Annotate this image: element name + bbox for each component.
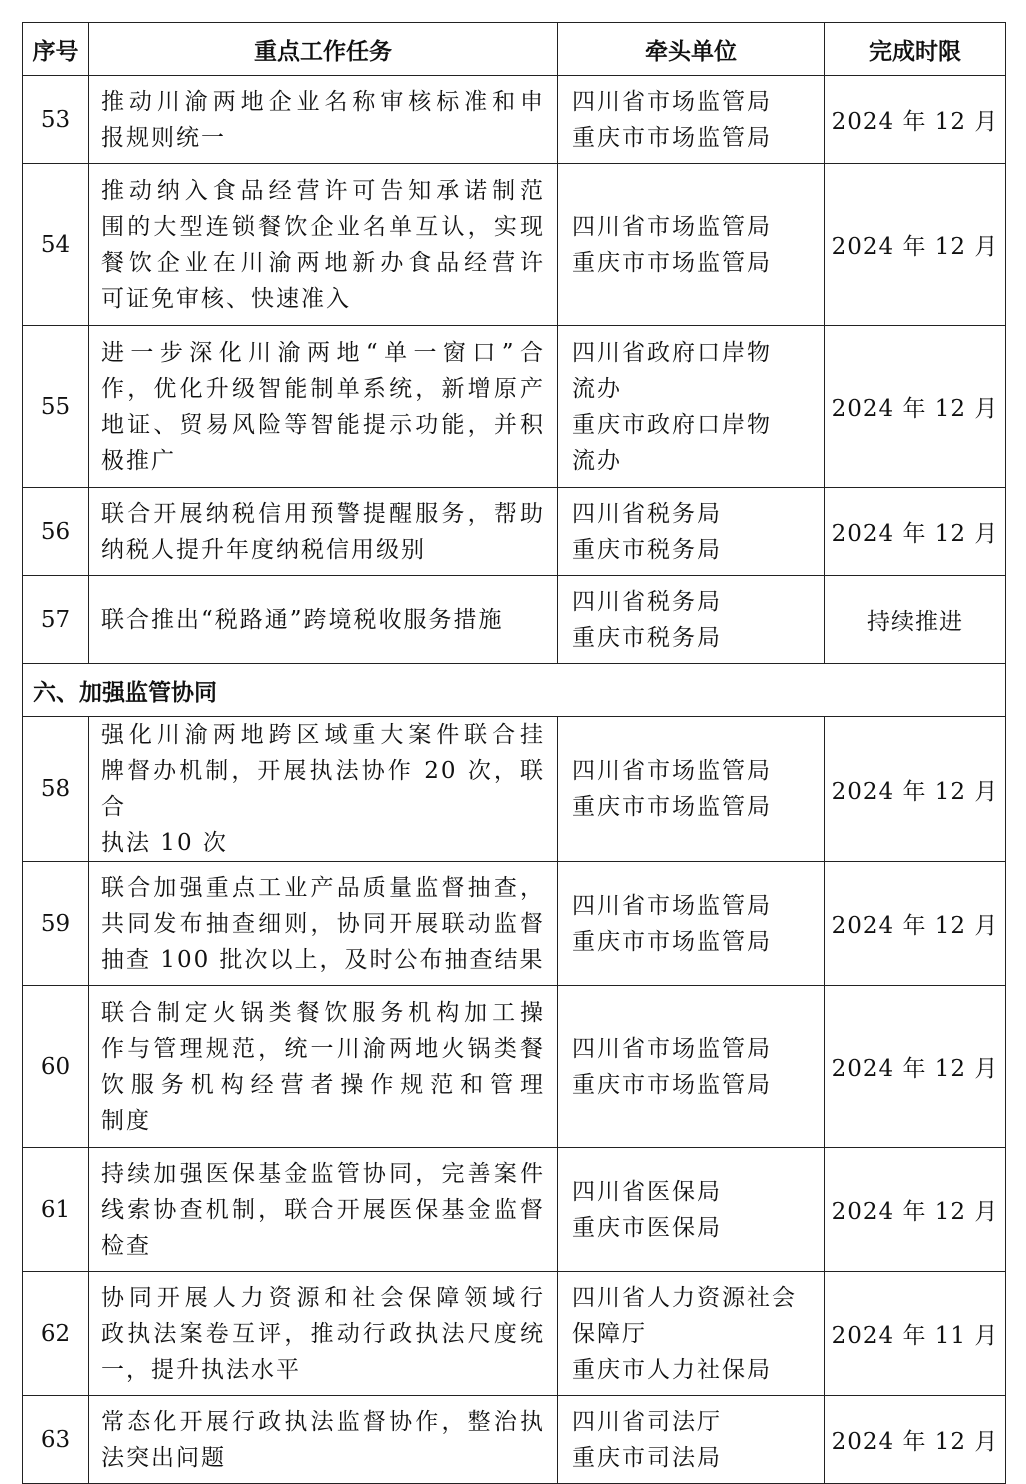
unit-line: 重庆市市场监管局 — [572, 249, 772, 276]
unit-line: 四川省人力资源社会 — [572, 1284, 797, 1311]
task-line: 报规则统一 — [101, 124, 226, 151]
header-task: 重点工作任务 — [89, 23, 558, 76]
header-seq: 序号 — [23, 23, 89, 76]
table-row — [23, 576, 1006, 664]
table-row — [23, 488, 1006, 576]
task-line: 协同开展人力资源和社会保障领域行 — [101, 1284, 545, 1311]
deadline: 持续推进 — [825, 576, 1006, 664]
lead-unit — [558, 164, 825, 326]
task-description — [89, 1272, 558, 1396]
task-line: 联合制定火锅类餐饮服务机构加工操 — [101, 999, 545, 1026]
task-line: 联合推出“税路通”跨境税收服务措施 — [101, 606, 504, 633]
unit-line: 重庆市司法局 — [572, 1444, 722, 1471]
table-body-a — [23, 76, 1006, 664]
table-body-b — [23, 717, 1006, 1484]
unit-line: 四川省税务局 — [572, 500, 722, 527]
task-line: 牌督办机制，开展执法协作 20 次，联合 — [101, 758, 545, 820]
task-line: 强化川渝两地跨区域重大案件联合挂 — [101, 722, 545, 748]
unit-line: 重庆市医保局 — [572, 1214, 722, 1241]
unit-line: 重庆市政府口岸物 — [572, 411, 772, 438]
task-description — [89, 862, 558, 986]
task-description — [89, 576, 558, 664]
unit-line: 重庆市人力社保局 — [572, 1356, 772, 1383]
row-number: 58 — [23, 717, 89, 862]
task-description — [89, 986, 558, 1148]
unit-line: 保障厅 — [572, 1320, 647, 1347]
header-unit: 牵头单位 — [558, 23, 825, 76]
unit-line: 四川省税务局 — [572, 588, 722, 615]
table-row — [23, 326, 1006, 488]
lead-unit — [558, 862, 825, 986]
row-number: 62 — [23, 1272, 89, 1396]
section-title: 六、加强监管协同 — [23, 664, 1006, 717]
unit-line: 四川省市场监管局 — [572, 88, 772, 115]
task-line: 纳税人提升年度纳税信用级别 — [101, 536, 426, 563]
deadline: 2024 年 12 月 — [825, 1148, 1006, 1272]
section-row — [23, 664, 1006, 717]
task-line: 可证免审核、快速准入 — [101, 285, 351, 312]
unit-line: 流办 — [572, 375, 622, 402]
deadline: 2024 年 12 月 — [825, 76, 1006, 164]
table-row — [23, 1148, 1006, 1272]
task-line: 推动川渝两地企业名称审核标准和申 — [101, 88, 545, 115]
row-number: 61 — [23, 1148, 89, 1272]
table-row — [23, 986, 1006, 1148]
deadline: 2024 年 12 月 — [825, 986, 1006, 1148]
lead-unit — [558, 326, 825, 488]
task-line: 围的大型连锁餐饮企业名单互认，实现 — [101, 213, 545, 240]
unit-line: 重庆市市场监管局 — [572, 1071, 772, 1098]
task-line: 联合开展纳税信用预警提醒服务，帮助 — [101, 500, 545, 527]
deadline: 2024 年 11 月 — [825, 1272, 1006, 1396]
task-line: 推动纳入食品经营许可告知承诺制范 — [101, 177, 545, 204]
task-line: 抽查 100 批次以上，及时公布抽查结果 — [101, 946, 545, 973]
table-row — [23, 164, 1006, 326]
table-row — [23, 1272, 1006, 1396]
deadline: 2024 年 12 月 — [825, 488, 1006, 576]
task-line: 检查 — [101, 1232, 151, 1259]
task-description — [89, 1396, 558, 1484]
row-number: 57 — [23, 576, 89, 664]
task-line: 一，提升执法水平 — [101, 1356, 301, 1383]
unit-line: 四川省市场监管局 — [572, 1035, 772, 1062]
deadline: 2024 年 12 月 — [825, 862, 1006, 986]
task-line: 持续加强医保基金监管协同，完善案件 — [101, 1160, 545, 1187]
row-number: 54 — [23, 164, 89, 326]
header-deadline: 完成时限 — [825, 23, 1006, 76]
lead-unit — [558, 986, 825, 1148]
task-line: 联合加强重点工业产品质量监督抽查， — [101, 874, 545, 901]
lead-unit — [558, 488, 825, 576]
table-row — [23, 1396, 1006, 1484]
unit-line: 流办 — [572, 447, 622, 474]
unit-line: 重庆市税务局 — [572, 536, 722, 563]
unit-line: 四川省政府口岸物 — [572, 339, 772, 366]
lead-unit — [558, 76, 825, 164]
task-line: 作与管理规范，统一川渝两地火锅类餐 — [101, 1035, 545, 1062]
table-row — [23, 76, 1006, 164]
task-line: 餐饮企业在川渝两地新办食品经营许 — [101, 249, 545, 276]
row-number: 53 — [23, 76, 89, 164]
task-description — [89, 488, 558, 576]
task-description — [89, 164, 558, 326]
task-description — [89, 717, 558, 862]
task-description — [89, 326, 558, 488]
table-row — [23, 862, 1006, 986]
lead-unit — [558, 717, 825, 862]
row-number: 60 — [23, 986, 89, 1148]
unit-line: 四川省市场监管局 — [572, 892, 772, 919]
task-line: 执法 10 次 — [101, 830, 228, 856]
tasks-table — [22, 22, 1006, 1484]
task-line: 极推广 — [101, 447, 176, 474]
deadline: 2024 年 12 月 — [825, 1396, 1006, 1484]
unit-line: 四川省医保局 — [572, 1178, 722, 1205]
deadline: 2024 年 12 月 — [825, 164, 1006, 326]
lead-unit — [558, 576, 825, 664]
unit-line: 四川省司法厅 — [572, 1408, 722, 1435]
lead-unit — [558, 1396, 825, 1484]
lead-unit — [558, 1148, 825, 1272]
unit-line: 重庆市税务局 — [572, 624, 722, 651]
unit-line: 重庆市市场监管局 — [572, 794, 772, 820]
task-description — [89, 1148, 558, 1272]
task-line: 制度 — [101, 1107, 151, 1134]
table-row — [23, 717, 1006, 862]
task-line: 地证、贸易风险等智能提示功能，并积 — [101, 411, 545, 438]
task-line: 进一步深化川渝两地“单一窗口”合 — [101, 339, 545, 366]
task-line: 饮服务机构经营者操作规范和管理 — [101, 1071, 545, 1098]
deadline: 2024 年 12 月 — [825, 717, 1006, 862]
task-line: 线索协查机制，联合开展医保基金监督 — [101, 1196, 545, 1223]
row-number: 56 — [23, 488, 89, 576]
unit-line: 四川省市场监管局 — [572, 758, 772, 784]
task-line: 共同发布抽查细则，协同开展联动监督 — [101, 910, 545, 937]
task-line: 作，优化升级智能制单系统，新增原产 — [101, 375, 545, 402]
task-line: 政执法案卷互评，推动行政执法尺度统 — [101, 1320, 545, 1347]
header-row — [23, 23, 1006, 76]
unit-line: 重庆市市场监管局 — [572, 124, 772, 151]
row-number: 63 — [23, 1396, 89, 1484]
lead-unit — [558, 1272, 825, 1396]
row-number: 59 — [23, 862, 89, 986]
task-line: 常态化开展行政执法监督协作，整治执 — [101, 1408, 545, 1435]
unit-line: 重庆市市场监管局 — [572, 928, 772, 955]
task-line: 法突出问题 — [101, 1444, 226, 1471]
row-number: 55 — [23, 326, 89, 488]
deadline: 2024 年 12 月 — [825, 326, 1006, 488]
task-description — [89, 76, 558, 164]
unit-line: 四川省市场监管局 — [572, 213, 772, 240]
